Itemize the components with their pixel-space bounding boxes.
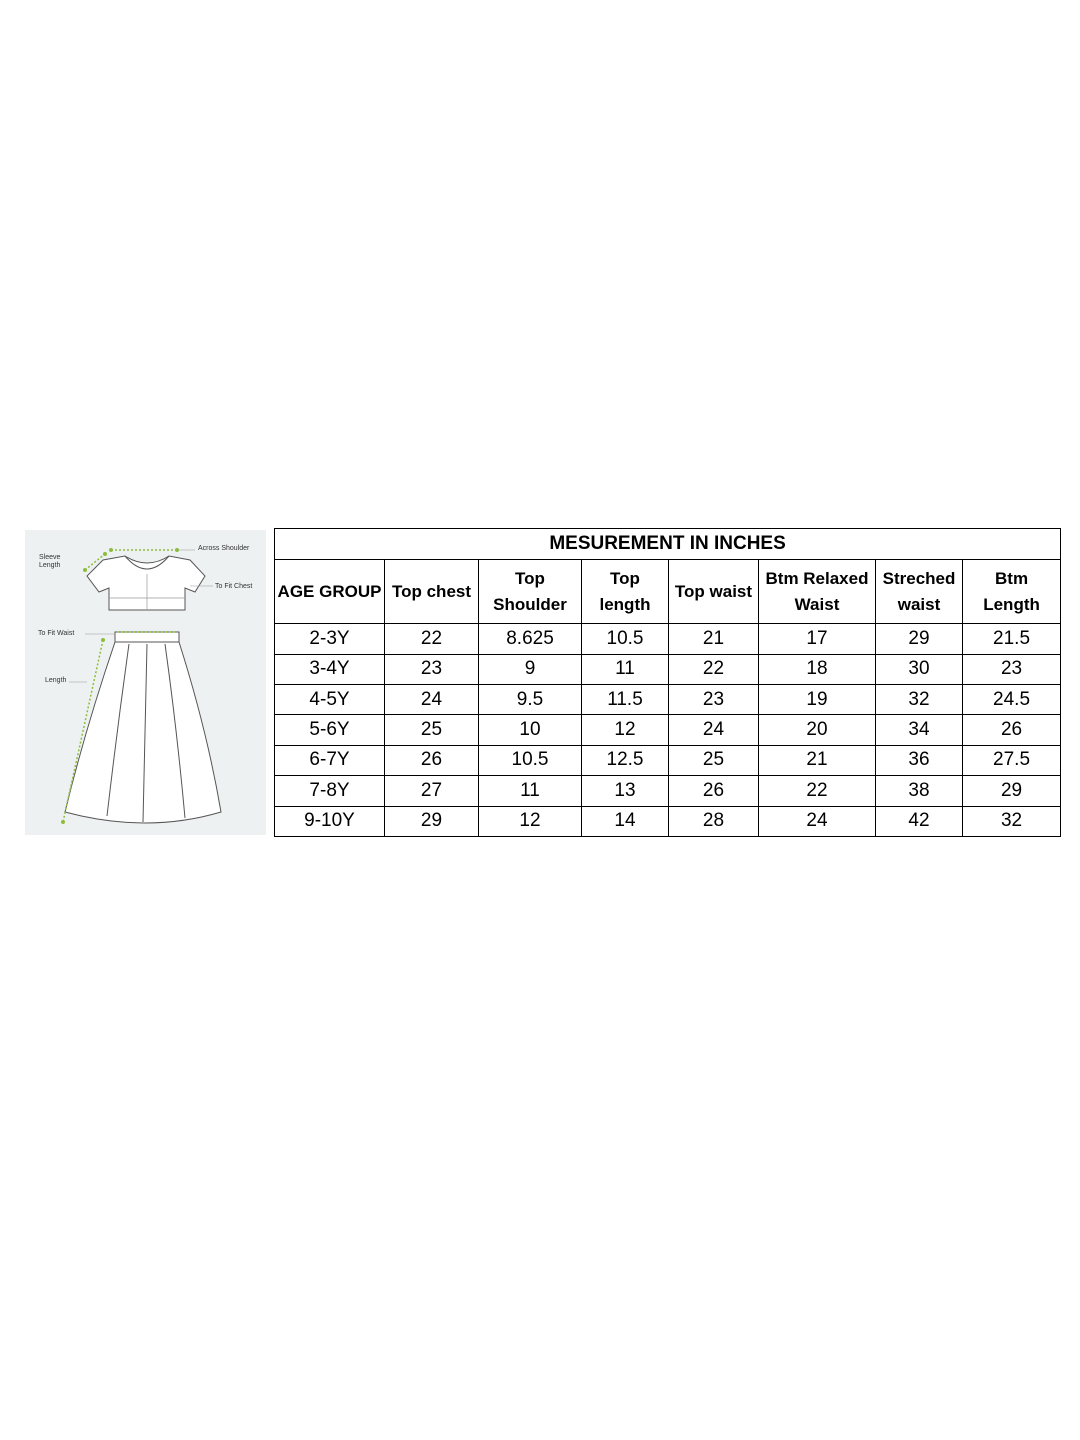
column-header-text: waist: [897, 594, 941, 614]
age-group-cell: 2-3Y: [275, 624, 385, 654]
measurement-cell: 9.5: [479, 685, 582, 715]
measurement-cell: 10.5: [582, 624, 669, 654]
measurement-cell: 24: [385, 685, 479, 715]
measurement-cell: 24: [669, 715, 759, 745]
column-header-text: Top chest: [391, 581, 472, 601]
to-fit-waist-label: To Fit Waist: [38, 630, 75, 637]
measurement-cell: 30: [876, 654, 963, 684]
measurement-cell: 21.5: [963, 624, 1061, 654]
measurement-cell: 21: [669, 624, 759, 654]
measurement-cell: 32: [876, 685, 963, 715]
column-header: [963, 560, 1061, 624]
measurement-cell: 19: [759, 685, 876, 715]
measurement-cell: 11.5: [582, 685, 669, 715]
measurement-cell: 26: [963, 715, 1061, 745]
column-header-text: length: [599, 594, 651, 614]
measurement-cell: 11: [479, 776, 582, 806]
table-row: [275, 806, 1061, 836]
measurement-cell: 10.5: [479, 745, 582, 775]
column-header: [479, 560, 582, 624]
table-header-row: [275, 560, 1061, 624]
measurement-cell: 13: [582, 776, 669, 806]
column-header: [275, 560, 385, 624]
sleeve-length-label: Sleeve Length: [39, 554, 61, 569]
measurement-cell: 23: [669, 685, 759, 715]
measurement-cell: 12.5: [582, 745, 669, 775]
table-row: [275, 654, 1061, 684]
measurement-cell: 12: [582, 715, 669, 745]
column-header: [385, 560, 479, 624]
measurement-cell: 27: [385, 776, 479, 806]
measurement-cell: 22: [759, 776, 876, 806]
column-header-text: Shoulder: [493, 594, 567, 614]
age-group-cell: 9-10Y: [275, 806, 385, 836]
measurement-cell: 42: [876, 806, 963, 836]
measurement-cell: 25: [669, 745, 759, 775]
measurement-cell: 32: [963, 806, 1061, 836]
column-header: [582, 560, 669, 624]
measurement-cell: 25: [385, 715, 479, 745]
measurement-cell: 11: [582, 654, 669, 684]
measurement-cell: 22: [385, 624, 479, 654]
to-fit-chest-label: To Fit Chest: [215, 583, 253, 590]
measurement-cell: 36: [876, 745, 963, 775]
table-title: MESUREMENT IN INCHES: [275, 529, 1061, 560]
table-row: [275, 624, 1061, 654]
age-group-cell: 7-8Y: [275, 776, 385, 806]
measurement-cell: 23: [385, 654, 479, 684]
measurement-cell: 34: [876, 715, 963, 745]
across-shoulder-label: Across Shoulder: [198, 545, 250, 552]
measurement-cell: 26: [669, 776, 759, 806]
measurement-cell: 28: [669, 806, 759, 836]
table-row: [275, 685, 1061, 715]
measurement-cell: 24.5: [963, 685, 1061, 715]
table-row: [275, 776, 1061, 806]
age-group-cell: 3-4Y: [275, 654, 385, 684]
measurement-cell: 17: [759, 624, 876, 654]
measurement-cell: 29: [385, 806, 479, 836]
column-header: [876, 560, 963, 624]
blouse-outline: [87, 556, 205, 610]
table-row: [275, 715, 1061, 745]
age-group-cell: 5-6Y: [275, 715, 385, 745]
measurement-cell: 29: [963, 776, 1061, 806]
column-header-text: Btm: [995, 568, 1029, 588]
measurement-cell: 38: [876, 776, 963, 806]
column-header: [669, 560, 759, 624]
measurement-cell: 14: [582, 806, 669, 836]
column-header-text: Top: [610, 568, 640, 588]
measurement-cell: 12: [479, 806, 582, 836]
column-header: [759, 560, 876, 624]
column-header-text: Streched: [882, 568, 956, 588]
table-row: [275, 745, 1061, 775]
measurement-cell: 23: [963, 654, 1061, 684]
measurement-cell: 18: [759, 654, 876, 684]
column-header-text: Top waist: [674, 581, 753, 601]
measurement-cell: 9: [479, 654, 582, 684]
table-body: [275, 624, 1061, 837]
skirt-outline: [65, 632, 221, 823]
column-header-text: Top: [515, 568, 545, 588]
column-header-text: AGE GROUP: [277, 581, 382, 601]
measurement-cell: 24: [759, 806, 876, 836]
measurement-cell: 20: [759, 715, 876, 745]
measurement-cell: 8.625: [479, 624, 582, 654]
measurement-cell: 26: [385, 745, 479, 775]
measurement-cell: 21: [759, 745, 876, 775]
measurement-cell: 29: [876, 624, 963, 654]
length-label: Length: [45, 677, 67, 684]
column-header-text: Length: [983, 594, 1040, 614]
column-header-text: Waist: [794, 594, 840, 614]
measurement-cell: 27.5: [963, 745, 1061, 775]
age-group-cell: 6-7Y: [275, 745, 385, 775]
size-chart-table: [274, 528, 1061, 837]
measurement-cell: 22: [669, 654, 759, 684]
column-header-text: Btm Relaxed: [765, 568, 869, 588]
age-group-cell: 4-5Y: [275, 685, 385, 715]
measurement-diagram: [25, 530, 266, 835]
measurement-cell: 10: [479, 715, 582, 745]
